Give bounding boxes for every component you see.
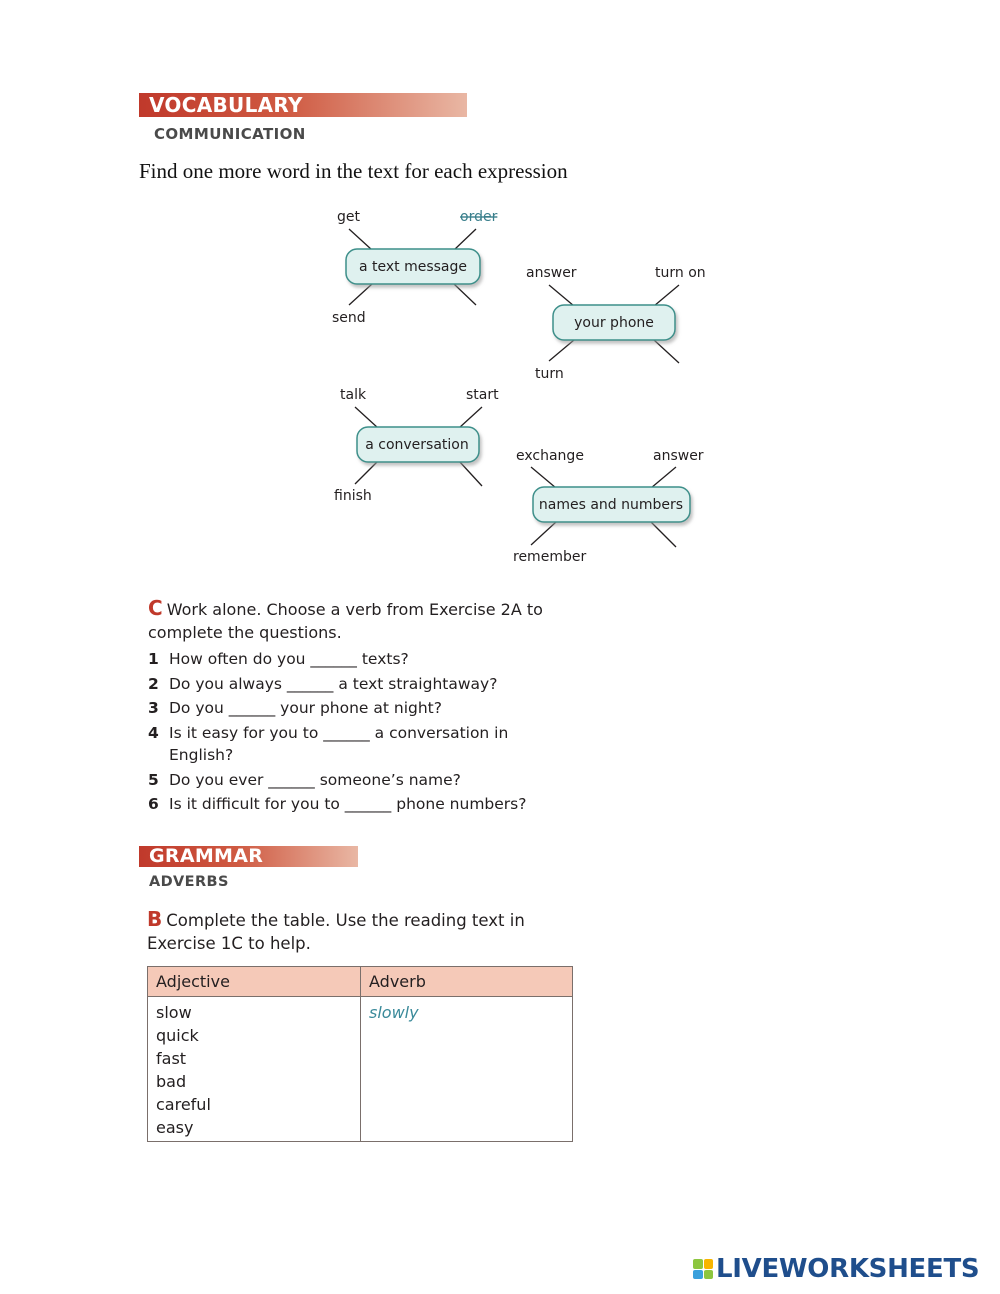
word-answer-names: answer <box>653 448 704 464</box>
adjective-item: careful <box>156 1095 211 1114</box>
word-get: get <box>337 209 360 225</box>
word-map-diagram <box>0 0 1000 600</box>
adjective-item: slow <box>156 1003 192 1022</box>
question-text: How often do you ______ texts? <box>169 650 409 668</box>
question-text-continued: English? <box>169 746 234 764</box>
question-text: Do you always ______ a text straightaway? <box>169 674 498 693</box>
question-6 <box>148 793 568 816</box>
word-talk: talk <box>340 387 367 403</box>
exercise-b-line2: Exercise 1C to help. <box>147 934 311 953</box>
question-number: 4 <box>148 723 159 742</box>
vocabulary-subheading: COMMUNICATION <box>154 125 306 143</box>
question-text: Do you ______ your phone at night? <box>169 699 442 717</box>
adjective-item: easy <box>156 1118 194 1137</box>
word-turn-on: turn on <box>655 265 706 281</box>
grammar-subheading: ADVERBS <box>149 874 229 890</box>
adjective-column <box>148 997 361 1142</box>
question-text: Do you ever ______ someone’s name? <box>169 770 461 789</box>
adverb-example: slowly <box>369 1003 419 1022</box>
question-number: 2 <box>148 674 159 693</box>
exercise-c-line2: complete the questions. <box>148 623 342 642</box>
header-adjective: Adjective <box>148 967 361 997</box>
adjective-item: fast <box>156 1049 187 1068</box>
word-order: order <box>460 209 498 225</box>
question-number: 6 <box>148 795 159 813</box>
word-exchange: exchange <box>516 448 584 464</box>
vocabulary-instruction: Find one more word in the text for each expression <box>139 159 568 183</box>
question-1 <box>148 648 568 671</box>
header-adverb: Adverb <box>361 967 573 997</box>
question-4 <box>148 722 568 767</box>
bubble-label-names-numbers: names and numbers <box>538 497 684 513</box>
word-start: start <box>466 387 499 403</box>
exercise-c-line1: Work alone. Choose a verb from Exercise 2A to <box>166 600 543 619</box>
question-3 <box>148 697 568 720</box>
word-finish: finish <box>334 488 372 504</box>
grammar-banner: GRAMMAR <box>139 846 358 867</box>
exercise-b-letter: B <box>147 907 163 931</box>
word-remember: remember <box>513 549 587 565</box>
bubble-label-your-phone: your phone <box>574 315 654 331</box>
exercise-b-heading <box>147 908 587 955</box>
question-2 <box>148 673 568 696</box>
exercise-b-line1: Complete the table. Use the reading text in <box>166 911 525 930</box>
vocabulary-banner: VOCABULARY <box>139 93 467 117</box>
logo-mark-icon <box>693 1259 713 1279</box>
word-answer-phone: answer <box>526 265 577 281</box>
question-text: Is it difficult for you to ______ phone numbers? <box>169 795 527 813</box>
question-number: 5 <box>148 770 159 789</box>
question-text: Is it easy for you to ______ a conversation in <box>169 723 509 742</box>
word-turn: turn <box>535 366 564 382</box>
bubble-label-conversation: a conversation <box>365 437 469 453</box>
question-5 <box>148 769 568 792</box>
adjective-item: quick <box>156 1026 199 1045</box>
adjective-adverb-table <box>147 966 573 1142</box>
adverb-column <box>361 997 573 1142</box>
question-number: 1 <box>148 650 159 668</box>
exercise-c-heading <box>148 597 588 644</box>
word-send: send <box>332 310 366 326</box>
exercise-c-letter: C <box>148 596 163 620</box>
bubble-label-text-message: a text message <box>358 259 468 275</box>
question-number: 3 <box>148 699 159 717</box>
logo-text: LIVEWORKSHEETS <box>716 1254 980 1284</box>
adjective-item: bad <box>156 1072 187 1091</box>
liveworksheets-logo <box>693 1254 979 1284</box>
exercise-c-questions <box>148 648 568 818</box>
